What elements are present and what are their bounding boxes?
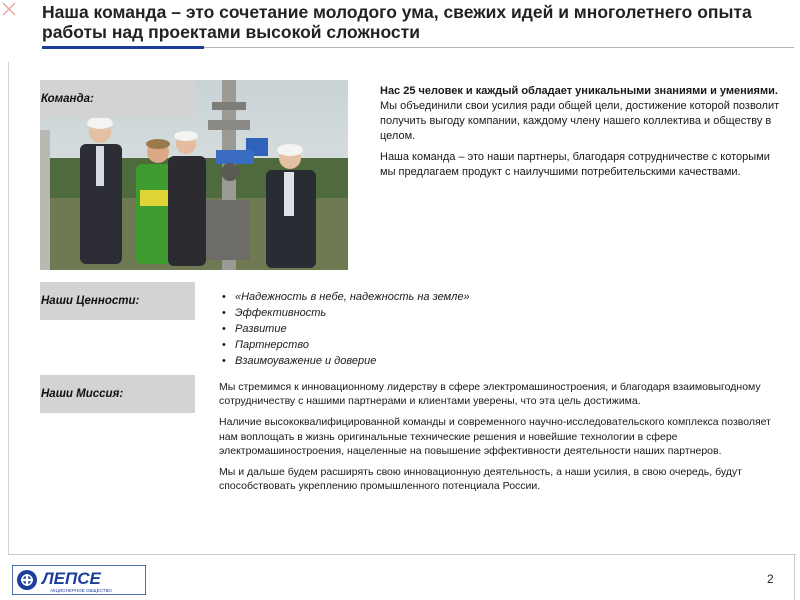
mission-paragraph: Наличие высококвалифицированной команды и современного научно-исследовательского комплекса позволяет нам воплощать в жизнь оригинальные технические решения и новейшие технологии в сфере электромашиностроения, нацеленные на повышение эффективности деятельности наших партнеров. xyxy=(219,416,771,457)
team-intro-rest: Мы объединили свои усилия ради общей цели, достижение которой позволит получить выгоду компании, каждому члену нашего коллектива и обществу в целом. xyxy=(380,100,780,142)
list-item: • Эффективность xyxy=(222,305,622,321)
team-partners-paragraph: Наша команда – это наши партнеры, благодаря сотрудничестве с которыми мы предлагаем продукт с наилучшими потребительскими качествами. xyxy=(380,151,770,178)
list-item: • Партнерство xyxy=(222,337,622,353)
corner-cross-mark xyxy=(0,0,22,22)
team-intro-bold: Нас 25 человек и каждый обладает уникальными знаниями и умениями. xyxy=(380,85,778,97)
slide-title: Наша команда – это сочетание молодого ума, свежих идей и многолетнего опыта работы над проектами высокой сложности xyxy=(42,2,752,42)
logo-subtitle: АКЦИОНЕРНОЕ ОБЩЕСТВО xyxy=(50,588,112,593)
left-frame-rule xyxy=(8,62,9,554)
list-item: • «Надежность в небе, надежность на земле» xyxy=(222,289,622,305)
right-frame-rule xyxy=(794,555,795,600)
mission-paragraph: Мы и дальше будем расширять свою инновационную деятельность, а наши усилия, в свою очередь, будут способствовать укреплению промышленного потенциала России. xyxy=(219,466,742,493)
mission-section-label: Наши Миссия: xyxy=(40,375,195,413)
company-logo xyxy=(12,565,146,595)
team-section-label: Команда: xyxy=(40,80,195,118)
list-item: • Взаимоуважение и доверие xyxy=(222,353,622,369)
bottom-frame-rule xyxy=(8,554,796,555)
team-intro-text xyxy=(380,84,780,186)
logo-wordmark: ЛЕПСЕ xyxy=(42,569,101,588)
mission-paragraph: Мы стремимся к инновационному лидерству в сфере электромашиностроения, и благодаря взаимовыгодному сотрудничеству с нашими партнерами и клиентами уверены, что эта цель достижима. xyxy=(219,381,761,408)
title-underline-rule xyxy=(204,47,794,48)
values-list xyxy=(222,289,622,369)
team-intro-paragraph xyxy=(380,84,780,144)
list-item: • Развитие xyxy=(222,321,622,337)
values-section-label: Наши Ценности: xyxy=(40,282,195,320)
title-underline-accent xyxy=(42,46,204,49)
mission-text xyxy=(219,380,777,500)
page-number: 2 xyxy=(767,572,774,586)
